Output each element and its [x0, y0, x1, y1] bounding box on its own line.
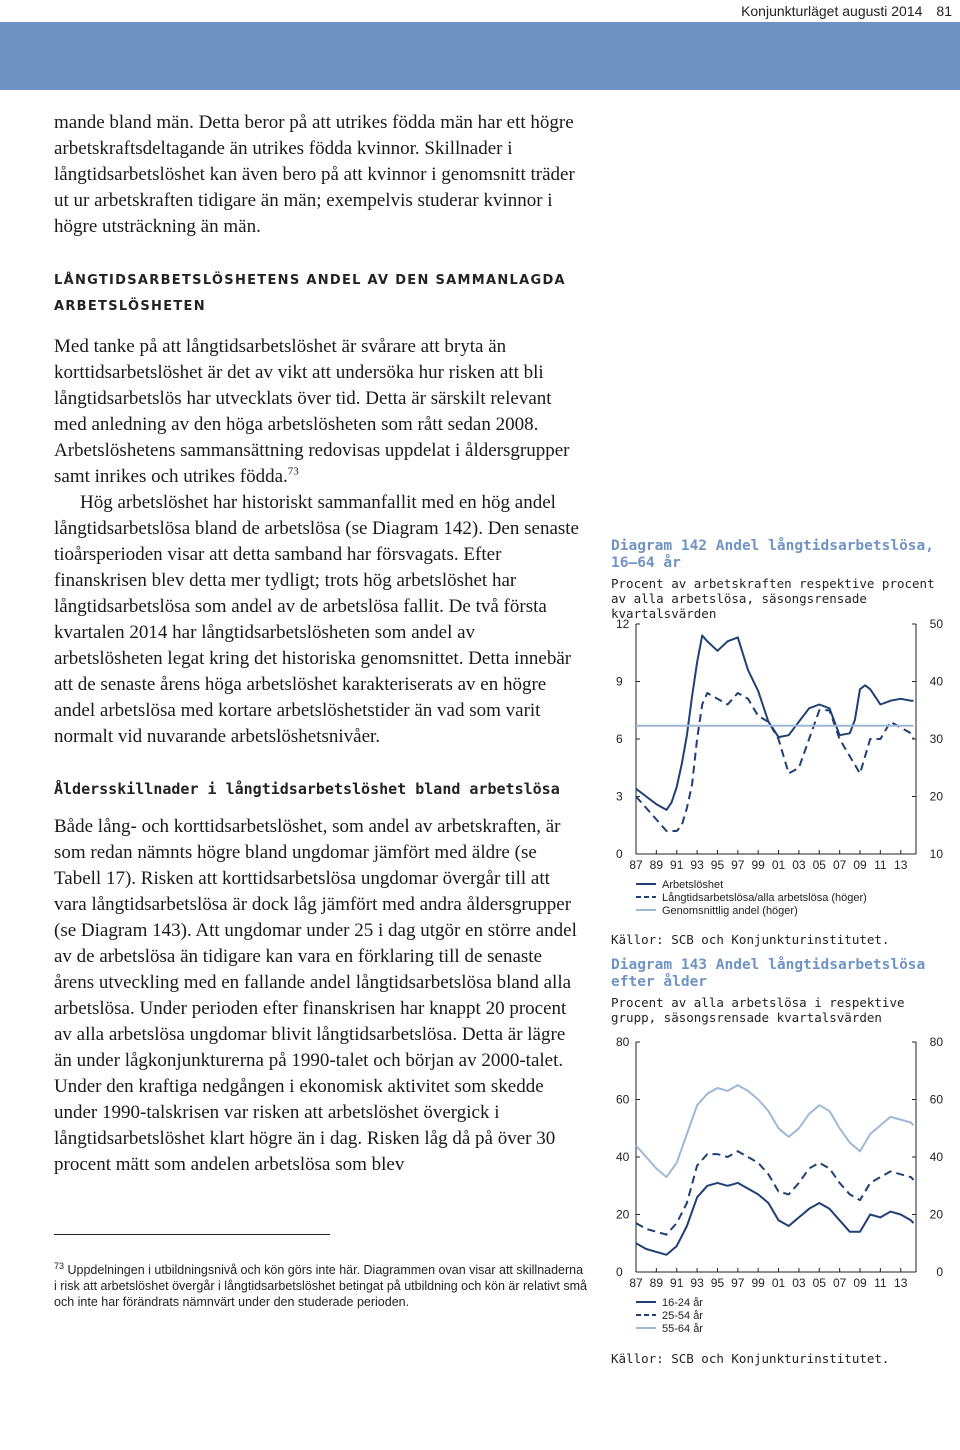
d142-x-tick-label: 97	[731, 858, 745, 872]
d142-legend-label-1: Arbetslöshet	[662, 879, 724, 891]
d143-series-line-3	[636, 1085, 914, 1177]
diagram-143-chart	[598, 1030, 958, 1340]
diagram-143-caption	[611, 957, 956, 1025]
d143-legend-label-3: 55-64 år	[662, 1323, 703, 1335]
section-heading: LÅNGTIDSARBETSLÖSHETENS ANDEL AV DEN SAMMANLAGDA ARBETSLÖSHETEN	[54, 273, 566, 314]
d142-series-line-2	[636, 693, 914, 831]
d143-y-tick-label-right: 80	[929, 1035, 943, 1049]
diagram-142-subtitle: Procent av arbetskraften respektive procent av alla arbetslösa, säsongsrensade kvartalsvärden	[611, 576, 935, 621]
footnote-reference[interactable]: 73	[287, 465, 299, 478]
d143-x-tick-label: 91	[670, 1276, 684, 1290]
d142-x-tick-label: 99	[751, 858, 765, 872]
subsection-heading: Åldersskillnader i långtidsarbetslöshet bland arbetslösa	[54, 780, 560, 798]
d143-y-tick-label-right: 20	[929, 1207, 943, 1222]
d143-x-tick-label: 89	[649, 1276, 664, 1290]
d142-x-tick-label: 01	[771, 858, 786, 872]
footnote-number: 73	[54, 1261, 65, 1271]
footnote-divider	[54, 1234, 330, 1235]
d143-legend-label-1: 16-24 år	[662, 1297, 703, 1309]
d143-y-tick-label-left: 20	[616, 1207, 630, 1222]
diagram-143-subtitle: Procent av alla arbetslösa i respektive grupp, säsongsrensade kvartalsvärden	[611, 995, 905, 1025]
d143-y-tick-label-left: 60	[616, 1092, 630, 1107]
d142-y-tick-label-right: 10	[929, 847, 943, 861]
diagram-142-source: Källor: SCB och Konjunkturinstitutet.	[611, 932, 890, 947]
d142-x-tick-label: 91	[670, 858, 684, 872]
diagram-142-chart	[598, 612, 958, 922]
d143-x-tick-label: 13	[894, 1276, 908, 1290]
diagram-142-title: Diagram 142 Andel långtidsarbetslösa, 16–64 år	[611, 538, 935, 571]
d142-x-tick-label: 89	[649, 858, 664, 872]
d143-y-tick-label-left: 0	[616, 1265, 623, 1279]
d142-y-tick-label-right: 20	[929, 789, 943, 804]
page-number: 81	[936, 3, 952, 19]
d142-x-tick-label: 95	[710, 858, 725, 872]
intro-paragraph: mande bland män. Detta beror på att utrikes födda män har ett högre arbetskraftsdeltagande än utrikes födda kvinnor. Skillnader i långtidsarbetslöshet kan även bero på att kvinnor i genomsnitt träder ut ur arbetskraften tidigare än män; exempelvis studerar kvinnor i högre utsträckning än män.	[54, 112, 575, 237]
diagram-143-title: Diagram 143 Andel långtidsarbetslösa efter ålder	[611, 957, 926, 990]
d143-x-tick-label: 99	[751, 1276, 765, 1290]
paragraph-2: Hög arbetslöshet har historiskt sammanfallit med en hög andel långtidsarbetslösa bland de arbetslösa (se Diagram 142). Den senaste tioårsperioden visar att detta samband har försvagats. Efter finanskrisen blev detta mer tydligt; trots hög arbetslöshet har långtidsarbetslösa som andel av de arbetslösa fallit. De två första kvartalen 2014 har långtidsarbetslösheten som andel av arbetslösheten legat kring det historiska genomsnittet. Detta innebär att de senaste årens höga arbetslöshet karakteriserats av en högre andel arbetslösa med kortare arbetslöshetstider än vad som varit normalt vid nuvarande arbetslöshetsnivåer.	[54, 492, 579, 747]
header-band	[0, 22, 960, 90]
d142-x-tick-label: 09	[853, 858, 867, 872]
d143-y-tick-label-right: 40	[929, 1150, 943, 1164]
d143-x-tick-label: 97	[731, 1276, 745, 1290]
d143-x-tick-label: 07	[832, 1276, 847, 1290]
d142-x-tick-label: 93	[690, 858, 704, 872]
paragraph-1-text: Med tanke på att långtidsarbetslöshet är svårare att bryta än korttidsarbetslöshet är det av vikt att undersöka hur risken att bli långtidsarbetslös har utvecklats över tid. Detta är särskilt relevant med anledning av den höga arbetslösheten som rått sedan 2008. Arbetslöshetens sammansättning redovisas uppdelat i åldersgrupper samt inrikes och utrikes födda.	[54, 336, 570, 487]
diagram-143-source: Källor: SCB och Konjunkturinstitutet.	[611, 1351, 890, 1366]
running-header	[741, 0, 952, 22]
d143-series-line-1	[636, 1183, 914, 1255]
d142-x-tick-label: 13	[894, 858, 908, 872]
footnote	[54, 1258, 589, 1310]
d142-legend-label-2: Långtidsarbetslösa/alla arbetslösa (höger)	[662, 892, 867, 904]
diagram-142-caption	[611, 538, 956, 621]
d143-x-tick-label: 87	[629, 1276, 643, 1290]
d143-series-line-2	[636, 1151, 914, 1234]
d142-x-tick-label: 87	[629, 858, 643, 872]
d142-x-tick-label: 03	[792, 858, 806, 872]
d143-y-tick-label-left: 80	[616, 1035, 630, 1049]
d143-legend-label-2: 25-54 år	[662, 1310, 703, 1322]
main-column-top	[54, 110, 584, 750]
d142-x-tick-label: 05	[812, 858, 826, 872]
d143-x-tick-label: 01	[771, 1276, 786, 1290]
d143-x-tick-label: 09	[853, 1276, 867, 1290]
d142-y-tick-label-right: 40	[929, 674, 943, 689]
footnote-text: Uppdelningen i utbildningsnivå och kön görs inte här. Diagrammen ovan visar att skillnaderna i risk att arbetslöshet övergår i långtidsarbetslöshet betingat på utbildning och kön är relativt små och inte har förändrats nämnvärt under den studerade perioden.	[54, 1263, 587, 1310]
d143-x-tick-label: 03	[792, 1276, 806, 1290]
d142-y-tick-label-left: 12	[616, 617, 630, 631]
paragraph-1	[54, 334, 584, 490]
d143-y-tick-label-left: 40	[616, 1150, 630, 1164]
paragraph-3: Både lång- och korttidsarbetslöshet, som andel av arbetskraften, är som redan nämnts högre bland ungdomar jämfört med äldre (se Tabell 17). Risken att korttidsarbetslösa ungdomar övergår till att vara långtidsarbetslösa är dock låg jämfört med andra åldersgrupper (se Diagram 143). Att ungdomar under 25 i dag utgör en större andel av de arbetslösa än tidigare kan vara en förklaring till de senaste årens utveckling med en fallande andel långtidsarbetslösa bland alla arbetslösa. Under perioden efter finanskrisen har knappt 20 procent av alla arbetslösa ungdomar blivit långtidsarbetslösa. Detta är lägre än under lågkonjunkturerna på 1990-talet och början av 2000-talet. Under den kraftiga nedgången i ekonomisk aktivitet som skedde under 1990-talskrisen var risken att arbetslöshet övergick i långtidsarbetslöshet klart högre än i dag. Risken låg då på över 30 procent mätt som andelen arbetslösa som blev	[54, 816, 577, 1175]
d142-y-tick-label-right: 30	[929, 732, 943, 746]
header-title: Konjunkturläget augusti 2014	[741, 3, 923, 19]
d143-y-tick-label-right: 0	[936, 1265, 943, 1279]
d142-y-tick-label-left: 9	[616, 674, 623, 689]
d142-y-tick-label-left: 6	[616, 732, 623, 746]
d143-x-tick-label: 93	[690, 1276, 704, 1290]
d142-y-tick-label-left: 3	[616, 789, 623, 804]
d143-x-tick-label: 05	[812, 1276, 826, 1290]
d142-legend-label-3: Genomsnittlig andel (höger)	[662, 905, 798, 917]
d142-y-tick-label-left: 0	[616, 847, 623, 861]
d142-series-line-1	[636, 636, 914, 810]
d142-x-tick-label: 11	[874, 858, 887, 872]
d143-y-tick-label-right: 60	[929, 1092, 943, 1107]
main-column-bottom	[54, 780, 584, 1178]
d143-x-tick-label: 11	[874, 1276, 887, 1290]
d143-x-tick-label: 95	[710, 1276, 725, 1290]
d142-x-tick-label: 07	[832, 858, 847, 872]
d142-y-tick-label-right: 50	[929, 617, 943, 631]
